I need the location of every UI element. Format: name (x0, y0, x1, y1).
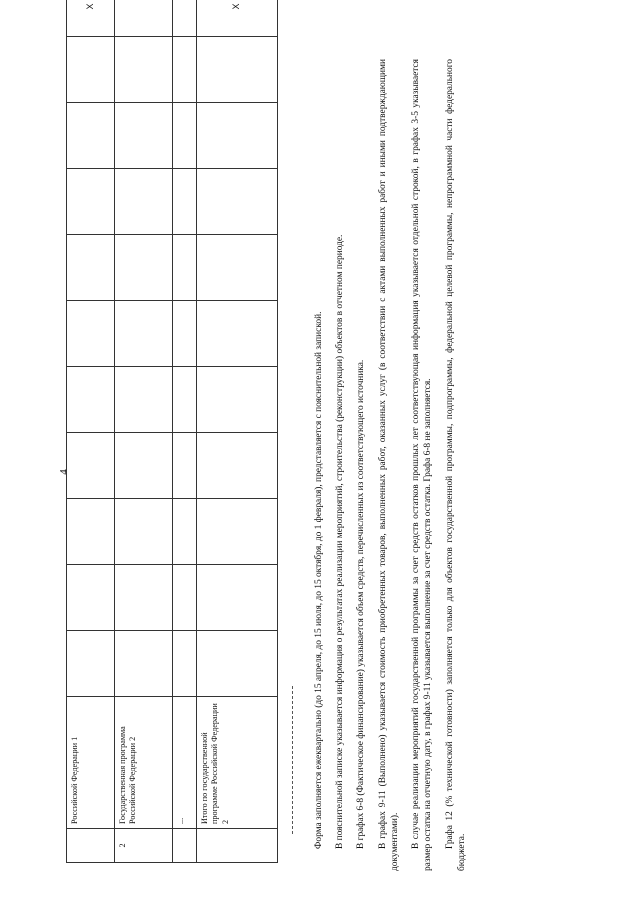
x-mark-cell: X (197, 0, 278, 37)
notes-container (313, 59, 583, 871)
row-name-cell: Российской Федерации 1 (67, 697, 115, 829)
note-paragraph: В графах 9-11 (Выполнено) указывается стоимость приобретенных товаров, выполненных работ, оказанных услуг (в соответствии с актами выполненных работ и иными подтверждающими документами). (377, 59, 400, 871)
row-name-cell: ... (173, 697, 197, 829)
footnote-separator (292, 686, 293, 834)
note-paragraph: Графа 12 (% технической готовности) заполняется только для объектов государственной программы, подпрограммы, федеральной целевой программы, непрограммной части федерального бюджета. (444, 59, 467, 871)
table-row (197, 0, 278, 863)
row-number-cell (67, 829, 115, 863)
table-row (67, 0, 115, 863)
row-name-cell: Итого по государственной программе Российской Федерации 2 (197, 697, 278, 829)
x-mark-cell (173, 0, 197, 37)
note-paragraph: В графах 6-8 (Фактическое финансирование) указывается объем средств, перечисленных из соответствующего источника. (356, 359, 367, 849)
notes-section (313, 59, 583, 871)
note-paragraph: В пояснительной записке указывается информация о результатах реализации мероприятий, строительства (реконструкции) объектов в отчетном периоде. (335, 234, 346, 849)
row-name-cell: Государственная программа Российской Федерации 2 (115, 697, 173, 829)
programs-table (66, 0, 278, 863)
x-mark-cell: X (67, 0, 115, 37)
table-row (115, 0, 173, 863)
note-paragraph: В случае реализации мероприятий государственной программы за счет средств остатков прошлых лет соответствующая информация указывается отдельной строкой, в графах 3-5 указывается размер остатка на отчетную дату, в графах 9-11 указывается выполнение за счет средств остатка. Графа 6-8 не заполняется. (411, 59, 434, 871)
table-container (66, 3, 277, 863)
note-paragraph: Форма заполняется ежеквартально (до 15 апреля, до 15 июля, до 15 октября, до 1 февраля), представляется с пояснительной запиской. (314, 311, 324, 849)
row-number-cell (197, 829, 278, 863)
x-mark-cell (115, 0, 173, 37)
table-row (173, 0, 197, 863)
row-number-cell (173, 829, 197, 863)
page-number: 4 (58, 469, 70, 475)
row-number-cell: 2 (115, 829, 173, 863)
